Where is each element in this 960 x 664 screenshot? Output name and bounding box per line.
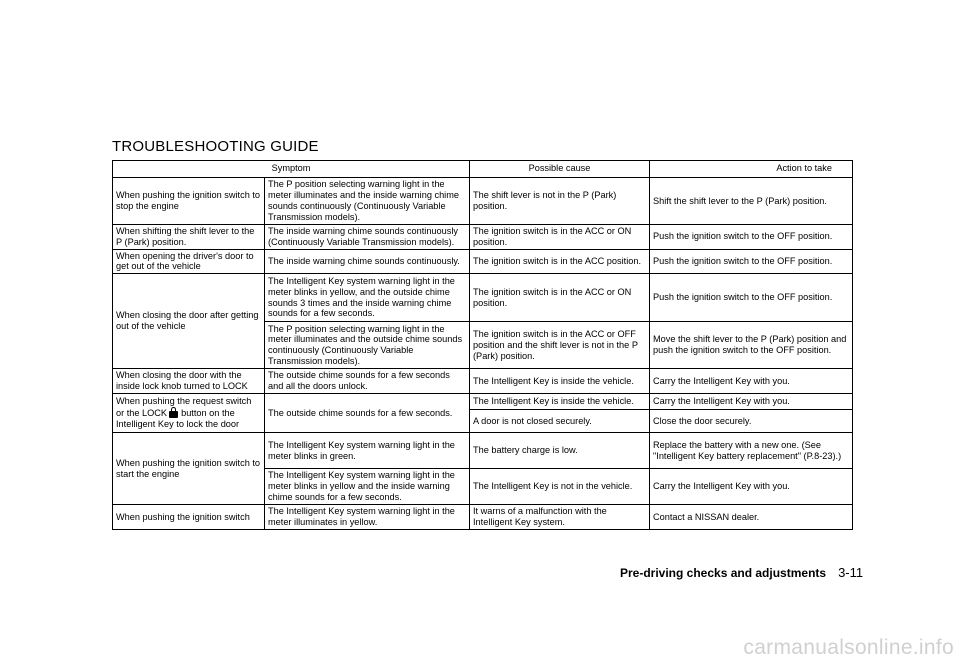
table-row <box>113 274 853 322</box>
symptom-detail-cell: The P position selecting warning light in the meter illuminates and the outside chime sounds continuously (Continuously Variable Transmission models). <box>265 322 470 369</box>
symptom-cell: When shifting the shift lever to the P (Park) position. <box>113 225 265 250</box>
header-action: Action to take <box>650 161 853 178</box>
symptom-detail-cell: The inside warning chime sounds continuously. <box>265 249 470 274</box>
cause-cell: The Intelligent Key is not in the vehicle. <box>470 469 650 505</box>
page-heading: TROUBLESHOOTING GUIDE <box>112 138 319 155</box>
lock-icon <box>169 407 178 418</box>
action-cell: Carry the Intelligent Key with you. <box>650 369 853 394</box>
symptom-detail-cell: The outside chime sounds for a few seconds and all the doors unlock. <box>265 369 470 394</box>
table-row <box>113 249 853 274</box>
cause-cell: The Intelligent Key is inside the vehicle. <box>470 369 650 394</box>
table-row <box>113 225 853 250</box>
cause-cell: The ignition switch is in the ACC or ON position. <box>470 274 650 322</box>
cause-cell: It warns of a malfunction with the Intelligent Key system. <box>470 505 650 530</box>
symptom-cell: When pushing the ignition switch to start the engine <box>113 433 265 505</box>
action-cell: Shift the shift lever to the P (Park) position. <box>650 178 853 225</box>
table-row <box>113 369 853 394</box>
table-row <box>113 394 853 410</box>
header-symptom: Symptom <box>113 161 470 178</box>
action-cell: Push the ignition switch to the OFF position. <box>650 274 853 322</box>
symptom-detail-cell: The P position selecting warning light in the meter illuminates and the inside warning chime sounds continuously (Continuously Variable Transmission models). <box>265 178 470 225</box>
table-row <box>113 433 853 469</box>
symptom-detail-cell: The Intelligent Key system warning light in the meter blinks in green. <box>265 433 470 469</box>
cause-cell: The ignition switch is in the ACC position. <box>470 249 650 274</box>
symptom-detail-cell: The Intelligent Key system warning light in the meter blinks in yellow and the inside warning chime sounds for a few seconds. <box>265 469 470 505</box>
cause-cell: A door is not closed securely. <box>470 410 650 433</box>
symptom-cell: When pushing the ignition switch to stop the engine <box>113 178 265 225</box>
header-possible-cause: Possible cause <box>470 161 650 178</box>
action-cell: Push the ignition switch to the OFF position. <box>650 249 853 274</box>
symptom-cell: When closing the door after getting out of the vehicle <box>113 274 265 369</box>
symptom-cell: When pushing the ignition switch <box>113 505 265 530</box>
action-cell: Push the ignition switch to the OFF position. <box>650 225 853 250</box>
cause-cell: The Intelligent Key is inside the vehicle. <box>470 394 650 410</box>
action-cell: Replace the battery with a new one. (See "Intelligent Key battery replacement" (P.8-23).) <box>650 433 853 469</box>
symptom-detail-cell: The Intelligent Key system warning light in the meter blinks in yellow, and the outside chime sounds 3 times and the inside warning chime sounds for a few seconds. <box>265 274 470 322</box>
symptom-text-a: When pushing the request switch or the LOCK <box>116 396 252 419</box>
symptom-cell <box>113 394 265 433</box>
cause-cell: The shift lever is not in the P (Park) position. <box>470 178 650 225</box>
site-watermark: carmanualsonline.info <box>743 636 954 659</box>
action-cell: Close the door securely. <box>650 410 853 433</box>
cause-cell: The battery charge is low. <box>470 433 650 469</box>
footer-section-title: Pre-driving checks and adjustments <box>620 566 827 580</box>
page-number: 3-11 <box>838 565 864 580</box>
action-cell: Move the shift lever to the P (Park) position and push the ignition switch to the OFF position. <box>650 322 853 369</box>
symptom-cell: When closing the door with the inside lock knob turned to LOCK <box>113 369 265 394</box>
action-cell: Contact a NISSAN dealer. <box>650 505 853 530</box>
symptom-detail-cell: The inside warning chime sounds continuously (Continuously Variable Transmission models). <box>265 225 470 250</box>
symptom-text-b: button on the Intelligent Key to lock the door <box>116 408 240 430</box>
cause-cell: The ignition switch is in the ACC or OFF position and the shift lever is not in the P (Park) position. <box>470 322 650 369</box>
table-row <box>113 505 853 530</box>
cause-cell: The ignition switch is in the ACC or ON position. <box>470 225 650 250</box>
action-cell: Carry the Intelligent Key with you. <box>650 394 853 410</box>
symptom-detail-cell: The Intelligent Key system warning light in the meter illuminates in yellow. <box>265 505 470 530</box>
table-header-row <box>113 161 853 178</box>
symptom-detail-cell: The outside chime sounds for a few seconds. <box>265 394 470 433</box>
table-row <box>113 178 853 225</box>
troubleshooting-table <box>112 160 853 530</box>
page-footer <box>620 565 863 580</box>
symptom-cell: When opening the driver's door to get out of the vehicle <box>113 249 265 274</box>
action-cell: Carry the Intelligent Key with you. <box>650 469 853 505</box>
